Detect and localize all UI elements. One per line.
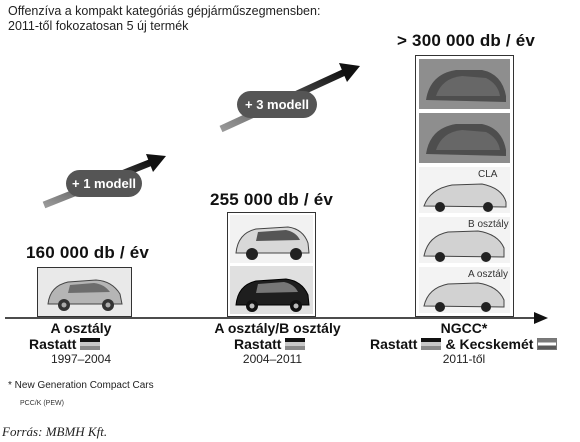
stage-1-factory [29,336,100,352]
step-pill-1 [66,170,142,197]
source-caption: Forrás: MBMH Kft. [2,424,108,439]
stage-2-volume: 255 000 db / év [210,190,334,209]
stage-1-model: A osztály [50,320,112,336]
car-tag-b-class: B osztály [468,219,509,230]
stage-3-factory [370,336,557,352]
stage-1-car-box [37,267,132,317]
stage-3-model: NGCC* [440,320,488,336]
stage-1-factory-name: Rastatt [29,336,77,352]
stage-3-volume: > 300 000 db / év [397,31,536,50]
stage-2-car-box [227,212,316,317]
stage-2-factory-name: Rastatt [234,336,282,352]
title-line-2: 2011-től fokozatosan 5 új termék [8,19,189,33]
car-image-a-class-1997 [38,268,131,316]
stage-2-factory [234,336,305,352]
title-line-1: Offenzíva a kompakt kategóriás gépjárműszegmensben: [8,4,321,18]
car-tag-cla: CLA [478,169,498,180]
footnote: * New Generation Compact Cars [8,380,154,391]
hungary-flag-icon [537,338,557,350]
stage-2-model: A osztály/B osztály [214,320,341,336]
car-images-stage-2 [228,213,315,316]
stage-2-years: 2004–2011 [242,352,303,366]
stage-1-volume: 160 000 db / év [26,243,150,262]
stage-3-years: 2011-től [442,352,486,366]
car-tag-a-class: A osztály [468,269,509,280]
stage-3-car-box [415,55,514,317]
step-pill-2 [237,91,317,118]
stage-1-years: 1997–2004 [50,352,112,366]
stage-3-factory-name: Rastatt [370,336,418,352]
stage-3-factory-name-2: & Kecskemét [445,336,534,352]
document-code: PCC/K (PEW) [20,400,64,407]
step-label-2: + 3 modell [245,97,309,112]
germany-flag-icon [80,338,100,350]
germany-flag-icon [421,338,441,350]
germany-flag-icon [285,338,305,350]
step-label-1: + 1 modell [72,176,136,191]
